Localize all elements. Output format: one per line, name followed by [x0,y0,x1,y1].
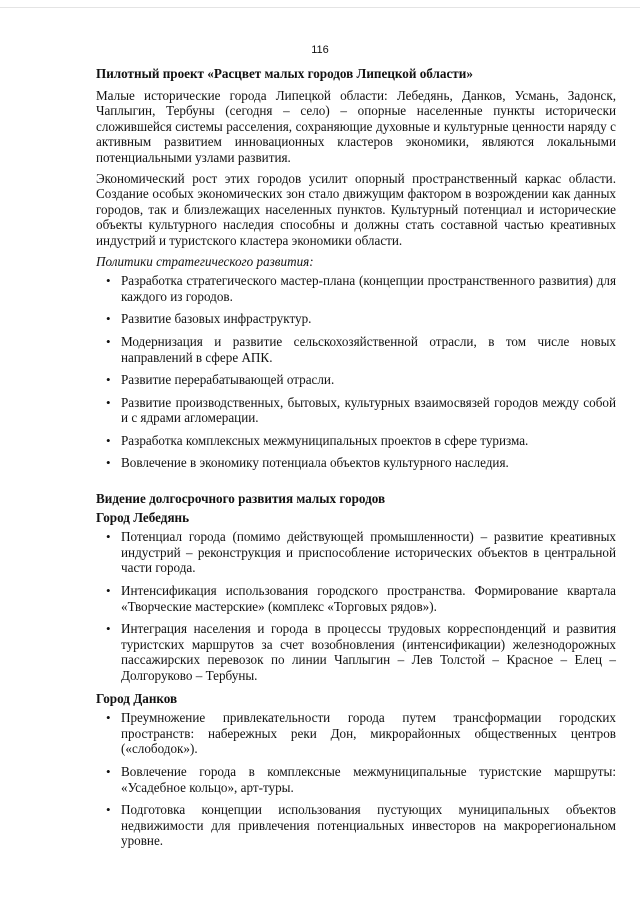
list-item-text: Модернизация и развитие сельскохозяйственной отрасли, в том числе новых направлений в сфере АПК. [121,333,616,365]
pilot-project-heading: Пилотный проект «Расцвет малых городов Липецкой области» [96,66,473,81]
bullet-icon: • [106,311,111,327]
bullet-icon: • [106,455,111,471]
pilot-paragraph-1: Малые исторические города Липецкой области: Лебедянь, Данков, Усмань, Задонск, Чаплыгин, Тербуны (сегодня – село) – опорные населенные пункты исторически сложившейся системы расселения, сохраняющие духовные и культурные ценности наряду с активным развитием инновационных кластеров экономики, являются локальными потенциальными узлами развития. [96,87,616,165]
pilot-paragraph-2: Экономический рост этих городов усилит опорный пространственный каркас области. Создание особых экономических зон стало движущим фактором в возрождении как данных городов, так и близлежащих населенных пунктов. Культурный потенциал и исторические объекты культурного наследия способны и должны стать составной частью креативных индустрий и туристского кластера экономики области. [96,170,616,248]
bullet-icon: • [106,372,111,388]
list-item [96,455,616,471]
policies-label: Политики стратегического развития: [96,253,314,269]
bullet-icon: • [106,763,111,779]
page-number: 116 [311,44,329,56]
list-item [96,802,616,849]
bullet-icon: • [106,710,111,726]
list-item [96,583,616,614]
list-item [96,433,616,449]
page-top-border [0,7,640,8]
bullet-icon: • [106,333,111,349]
list-item [96,334,616,365]
list-item-text: Разработка стратегического мастер-плана (концепции пространственного развития) для каждого из городов. [121,273,616,304]
dankov-heading: Город Данков [96,690,178,706]
list-item-text: Развитие базовых инфраструктур. [121,311,312,327]
list-item-text: Вовлечение города в комплексные межмуниципальные туристские маршруты: «Усадебное кольцо», арт-туры. [121,763,616,795]
list-item-text: Интенсификация использования городского пространства. Формирование квартала «Творческие мастерские» (комплекс «Торговых рядов»). [121,583,616,614]
bullet-icon: • [106,802,111,818]
vision-heading: Видение долгосрочного развития малых городов [96,491,386,507]
list-item [96,529,616,576]
list-item-text: Подготовка концепции использования пустующих муниципальных объектов недвижимости для привлечения потенциальных инвесторов на макрорегиональном уровне. [121,802,616,849]
list-item-text: Потенциал города (помимо действующей промышленности) – развитие креативных индустрий – реконструкция и приспособление исторических объектов в центральной части города. [121,529,616,576]
bullet-icon: • [106,621,111,637]
bullet-icon: • [106,583,111,599]
list-item-text: Развитие производственных, бытовых, культурных взаимосвязей городов между собой и с ядрами агломерации. [121,394,616,426]
list-item [96,372,616,388]
bullet-icon: • [106,432,111,448]
dankov-list [96,710,616,849]
policies-list [96,273,616,471]
bullet-icon: • [106,273,111,289]
lebedyan-heading: Город Лебедянь [96,509,190,525]
list-item-text: Вовлечение в экономику потенциала объектов культурного наследия. [121,455,509,471]
bullet-icon: • [106,529,111,545]
list-item [96,395,616,426]
list-item-text: Преумножение привлекательности города путем трансформации городских пространств: набережных реки Дон, микрорайонных общественных центров («слободок»). [121,710,616,757]
list-item [96,764,616,795]
list-item [96,273,616,304]
list-item-text: Интеграция населения и города в процессы трудовых корреспонденций и развития туристских маршрутов за счет возобновления (интенсификации) железнодорожных пассажирских перевозок по линии Чаплыгин – Лев Толстой – Красное – Елец – Долгоруково – Тербуны. [121,621,616,683]
list-item [96,710,616,757]
list-item [96,311,616,327]
document-body [96,66,616,856]
list-item [96,621,616,683]
list-item-text: Разработка комплексных межмуниципальных проектов в сфере туризма. [121,432,529,448]
bullet-icon: • [106,394,111,410]
lebedyan-list [96,529,616,683]
list-item-text: Развитие перерабатывающей отрасли. [121,372,335,388]
